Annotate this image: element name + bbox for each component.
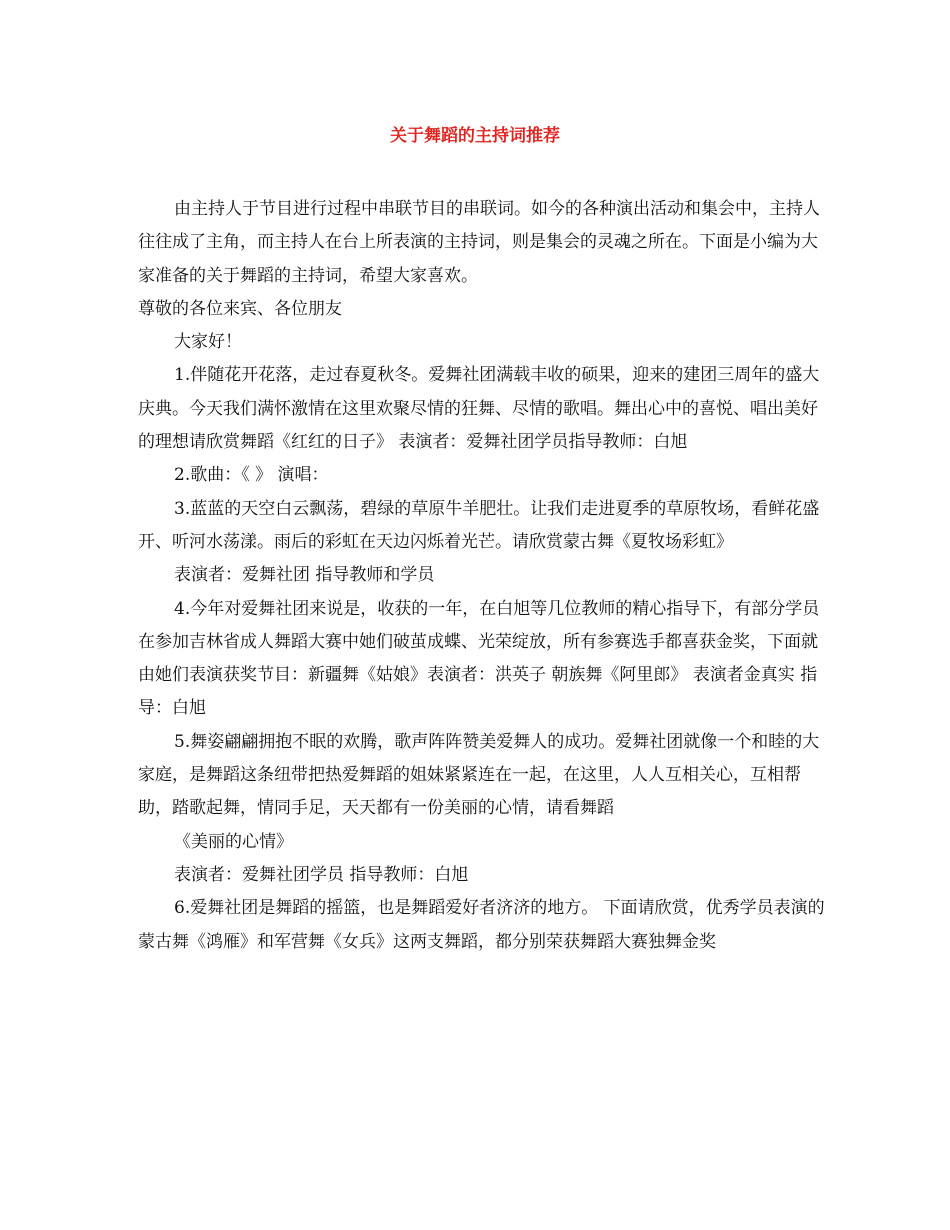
- program-item-6: 6.爱舞社团是舞蹈的摇篮，也是舞蹈爱好者济济的地方。 下面请欣赏，优秀学员表演的蒙古舞《鸿雁》和军营舞《女兵》这两支舞蹈，都分别荣获舞蹈大赛独舞金奖: [138, 898, 825, 952]
- performer-line-5: 表演者：爱舞社团学员 指导教师：白旭: [174, 864, 469, 885]
- intro-paragraph: 由主持人于节目进行过程中串联节目的串联词。如今的各种演出活动和集会中，主持人往往成了主角，而主持人在台上所表演的主持词，则是集会的灵魂之所在。下面是小编为大家准备的关于舞蹈的主持词，希望大家喜欢。: [138, 199, 820, 286]
- program-item-5: 5.舞姿翩翩拥抱不眠的欢腾，歌声阵阵赞美爱舞人的成功。爱舞社团就像一个和睦的大家庭，是舞蹈这条纽带把热爱舞蹈的姐妹紧紧连在一起，在这里，人人互相关心，互相帮助，踏歌起舞，情同手足，天天都有一份美丽的心情，请看舞蹈: [138, 731, 820, 819]
- salutation-line: 尊敬的各位来宾、各位朋友: [138, 298, 342, 319]
- document-title: 关于舞蹈的主持词推荐: [390, 126, 560, 146]
- dance-title-5: 《美丽的心情》: [174, 831, 293, 852]
- greeting-line: 大家好！: [174, 332, 242, 353]
- program-item-1: 1.伴随花开花落，走过春夏秋冬。爱舞社团满载丰收的硕果，迎来的建团三周年的盛大庆典。今天我们满怀激情在这里欢聚尽情的狂舞、尽情的歌唱。舞出心中的喜悦、唱出美好的理想请欣赏舞蹈《红红的日子》 表演者：爱舞社团学员指导教师：白旭: [138, 365, 820, 453]
- document-body: [138, 193, 828, 959]
- program-item-2: 2.歌曲：《 》 演唱：: [174, 465, 329, 486]
- program-item-3: 3.蓝蓝的天空白云飘荡，碧绿的草原牛羊肥壮。让我们走进夏季的草原牧场，看鲜花盛开、听河水荡漾。雨后的彩虹在天边闪烁着光芒。请欣赏蒙古舞《夏牧场彩虹》: [138, 498, 820, 552]
- performer-line-3: 表演者：爱舞社团 指导教师和学员: [174, 565, 435, 586]
- program-item-4: 4.今年对爱舞社团来说是，收获的一年，在白旭等几位教师的精心指导下，有部分学员在参加吉林省成人舞蹈大赛中她们破茧成蝶、光荣绽放，所有参赛选手都喜获金奖，下面就由她们表演获奖节目：新疆舞《姑娘》表演者：洪英子 朝族舞《阿里郎》 表演者金真实 指导：白旭: [138, 598, 820, 719]
